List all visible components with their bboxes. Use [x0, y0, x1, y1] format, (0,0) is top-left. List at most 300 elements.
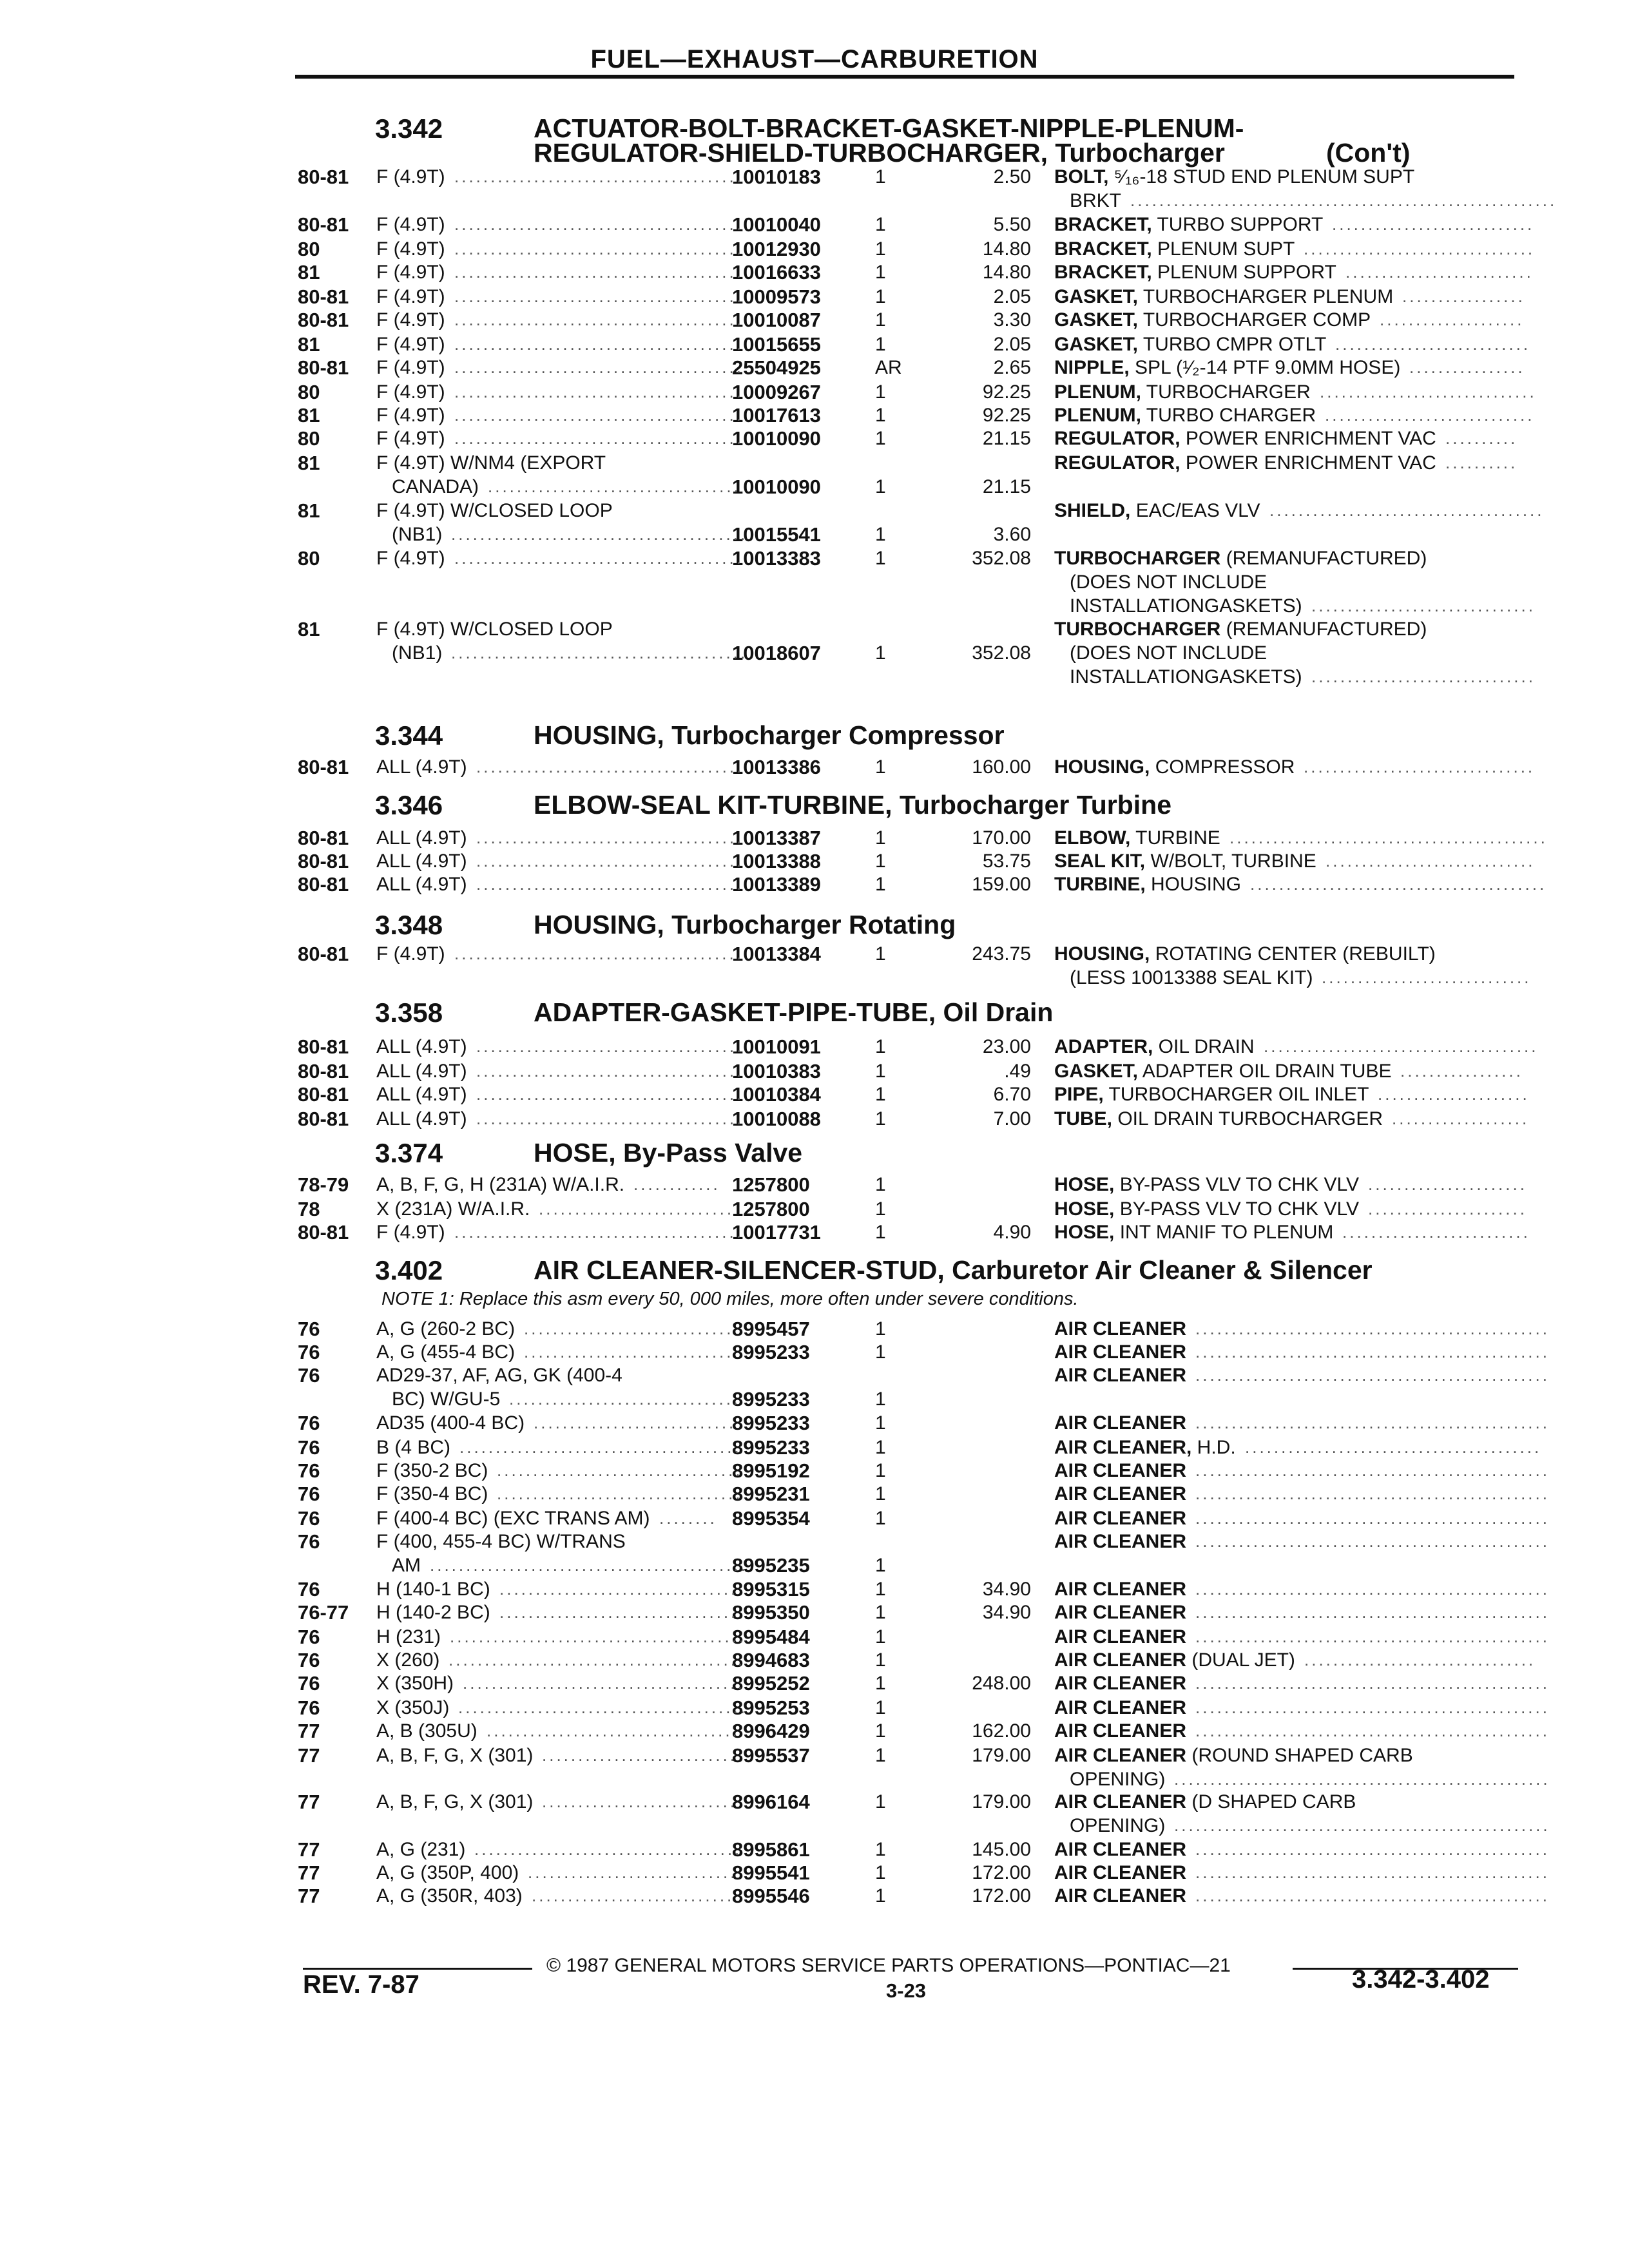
quantity: 1 [875, 405, 886, 426]
leader-dots: ............................. [528, 1863, 738, 1882]
application: F (4.9T) [376, 943, 445, 965]
model-year: 76 [298, 1626, 320, 1648]
leader-dots: ................................ [1304, 239, 1536, 258]
description [1054, 1317, 1186, 1341]
part-row-line [0, 1767, 1629, 1791]
header-rule [295, 75, 1514, 79]
part-number: 8995231 [732, 1483, 810, 1505]
part-row [0, 403, 1629, 427]
application: ALL (4.9T) [376, 1036, 467, 1057]
leader-dots: ................................................. [1195, 1673, 1550, 1693]
description-noun: HOSE, [1054, 1222, 1115, 1243]
model-year: 77 [298, 1720, 320, 1742]
price: 162.00 [972, 1720, 1031, 1742]
part-row [0, 1790, 1629, 1838]
leader-dots: ................................................. [1195, 1627, 1550, 1646]
application: F (4.9T) [376, 286, 445, 307]
part-number: 10010384 [732, 1083, 821, 1106]
part-row-line [0, 1671, 1629, 1695]
part-number: 8996164 [732, 1791, 810, 1813]
price: 159.00 [972, 874, 1031, 895]
application: AM [392, 1555, 421, 1576]
part-row [0, 755, 1629, 779]
part-row-line [0, 570, 1629, 594]
application: A, G (350R, 403) [376, 1885, 523, 1907]
leader-dots: ........................................ [454, 358, 744, 377]
description [1054, 1600, 1186, 1624]
leader-dots: ........................................ [454, 262, 744, 282]
description-noun: ELBOW, [1054, 827, 1131, 849]
part-number: 10017613 [732, 404, 821, 427]
leader-dots: ................................................. [1195, 1532, 1550, 1551]
part-row [0, 1696, 1629, 1720]
part-row-line [0, 427, 1629, 450]
part-number: 10010383 [732, 1060, 821, 1082]
application: H (231) [376, 1626, 441, 1648]
description [1054, 380, 1311, 404]
description [1054, 1506, 1186, 1530]
description [1054, 1744, 1413, 1767]
application: AD29-37, AF, AG, GK (400-4 [376, 1365, 622, 1386]
quantity: 1 [875, 1437, 886, 1458]
description [1054, 1340, 1186, 1364]
leader-dots: ............................ [534, 1413, 737, 1432]
quantity: 1 [875, 214, 886, 235]
description-noun: BRACKET, [1054, 262, 1152, 283]
model-year: 80 [298, 381, 320, 403]
description-noun: AIR CLEANER [1054, 1318, 1187, 1340]
part-row-line [0, 1387, 1629, 1411]
price: 21.15 [982, 428, 1031, 449]
part-row-line [0, 260, 1629, 284]
leader-dots: ......................................... [451, 524, 748, 544]
part-row-line [0, 451, 1629, 475]
quantity: 1 [875, 1483, 886, 1504]
part-row-line [0, 1648, 1629, 1672]
leader-dots: ....................................... [463, 1673, 745, 1693]
application: (NB1) [392, 642, 443, 664]
part-row-line [0, 1059, 1629, 1083]
description-noun: AIR CLEANER [1054, 1531, 1187, 1552]
quantity: AR [875, 357, 902, 378]
model-year: 80-81 [298, 285, 349, 308]
description [1054, 356, 1400, 380]
leader-dots: ............................. [524, 1319, 734, 1338]
description [1070, 570, 1267, 594]
quantity: 1 [875, 476, 886, 497]
quantity: 1 [875, 1198, 886, 1220]
leader-dots: ................................................. [1195, 1840, 1550, 1859]
application: A, G (231) [376, 1839, 466, 1860]
part-row [0, 356, 1629, 380]
description [1054, 260, 1336, 284]
quantity: 1 [875, 642, 886, 664]
model-year: 76 [298, 1341, 320, 1363]
part-number: 10013386 [732, 756, 821, 778]
description-text: TURBO CMPR OTLT [1138, 334, 1327, 355]
part-number: 8995233 [732, 1436, 810, 1459]
part-row [0, 1082, 1629, 1106]
part-row [0, 499, 1629, 546]
footer-page-number: 3-23 [886, 1979, 927, 2002]
part-row-line [0, 1530, 1629, 1553]
description [1054, 285, 1393, 309]
part-number: 1257800 [732, 1173, 810, 1196]
leader-dots: ............................................ [1229, 828, 1548, 847]
description-noun: HOUSING, [1054, 756, 1150, 778]
description [1054, 1173, 1359, 1196]
leader-dots: ................. [1400, 1061, 1523, 1081]
description [1054, 1648, 1295, 1672]
description-text: (DUAL JET) [1186, 1649, 1295, 1671]
quantity: 1 [875, 1602, 886, 1623]
part-number: 8996429 [732, 1720, 810, 1742]
application: F (4.9T) [376, 357, 445, 378]
part-row-line [0, 966, 1629, 990]
leader-dots: .......... [1445, 428, 1518, 448]
leader-dots: ........................................ [454, 1222, 744, 1242]
part-row [0, 1530, 1629, 1577]
description [1054, 1482, 1186, 1506]
leader-dots: .................... [1380, 310, 1525, 329]
quantity: 1 [875, 850, 886, 872]
price: 352.08 [972, 642, 1031, 664]
leader-dots: ............................ [1332, 215, 1535, 234]
description-text: TURBO SUPPORT [1152, 214, 1324, 235]
section-title-line-2: REGULATOR-SHIELD-TURBOCHARGER, Turbocharger [534, 138, 1225, 168]
part-row-line [0, 1744, 1629, 1767]
description-text: TURBOCHARGER PLENUM [1138, 286, 1394, 307]
section-number: 3.402 [375, 1255, 443, 1285]
quantity: 1 [875, 1862, 886, 1883]
description-noun: SHIELD, [1054, 500, 1131, 521]
part-row-line [0, 1459, 1629, 1483]
application: F (4.9T) [376, 309, 445, 331]
model-year: 80-81 [298, 827, 349, 849]
part-row-line [0, 1107, 1629, 1131]
quantity: 1 [875, 1318, 886, 1340]
model-year: 77 [298, 1861, 320, 1884]
application: A, G (260-2 BC) [376, 1318, 516, 1340]
price: 34.90 [982, 1579, 1031, 1600]
part-row [0, 1884, 1629, 1908]
page-header-title: FUEL—EXHAUST—CARBURETION [590, 45, 1039, 73]
description [1054, 755, 1295, 779]
part-number: 10010090 [732, 427, 821, 450]
part-row-line [0, 165, 1629, 189]
price: 2.65 [993, 357, 1031, 378]
leader-dots: ............................ [532, 1886, 735, 1905]
part-row-line [0, 1411, 1629, 1435]
quantity: 1 [875, 309, 886, 331]
section-number: 3.374 [375, 1138, 443, 1168]
quantity: 1 [875, 166, 886, 187]
part-number: 8995484 [732, 1626, 810, 1648]
leader-dots: ..................................... [476, 1037, 744, 1056]
price: 14.80 [982, 262, 1031, 283]
description-text: OIL DRAIN TURBOCHARGER [1112, 1108, 1383, 1129]
description-noun: GASKET, [1054, 1061, 1139, 1082]
quantity: 1 [875, 756, 886, 778]
description-text: TURBINE [1130, 827, 1220, 849]
part-number: 10010183 [732, 166, 821, 188]
part-row-line [0, 1696, 1629, 1720]
part-row-line [0, 594, 1629, 618]
leader-dots: .................................................... [1174, 1769, 1550, 1789]
part-number: 8995315 [732, 1578, 810, 1600]
part-row-line [0, 1482, 1629, 1506]
part-number: 8994683 [732, 1649, 810, 1671]
part-row [0, 546, 1629, 618]
part-row [0, 1577, 1629, 1601]
part-row [0, 1317, 1629, 1341]
part-row-line [0, 1625, 1629, 1649]
application: CANADA) [392, 476, 479, 497]
description-text: ROTATING CENTER (REBUILT) [1150, 943, 1436, 965]
description [1054, 1671, 1186, 1695]
section-number: 3.346 [375, 790, 443, 820]
part-number: 8995537 [732, 1744, 810, 1767]
description [1054, 1107, 1383, 1131]
section-number: 3.348 [375, 910, 443, 940]
application: F (4.9T) W/CLOSED LOOP [376, 500, 613, 521]
model-year: 80-81 [298, 1083, 349, 1106]
description-text: (DOES NOT INCLUDE [1070, 572, 1268, 593]
price: 2.05 [993, 286, 1031, 307]
leader-dots: ........................................ [454, 167, 744, 186]
description-noun: REGULATOR, [1054, 452, 1181, 474]
model-year: 80-81 [298, 873, 349, 896]
quantity: 1 [875, 827, 886, 849]
description-text: (REMANUFACTURED) [1220, 619, 1427, 640]
price: 5.50 [993, 214, 1031, 235]
model-year: 80-81 [298, 166, 349, 188]
price: 6.70 [993, 1084, 1031, 1105]
model-year: 80-81 [298, 1035, 349, 1058]
part-row [0, 1744, 1629, 1791]
leader-dots: ................... [1392, 1109, 1530, 1128]
application: F (400-4 BC) (EXC TRANS AM) [376, 1508, 650, 1529]
leader-dots: ................................................. [1195, 1508, 1550, 1528]
description-text: ⁵⁄₁₆-18 STUD END PLENUM SUPT [1108, 166, 1415, 187]
model-year: 76 [298, 1436, 320, 1459]
model-year: 76 [298, 1672, 320, 1695]
model-year: 76 [298, 1578, 320, 1600]
application: B (4 BC) [376, 1437, 451, 1458]
quantity: 1 [875, 943, 886, 965]
footer-section-range: 3.342-3.402 [1352, 1965, 1490, 1994]
part-number: 10012930 [732, 238, 821, 260]
price: .49 [1004, 1061, 1031, 1082]
part-row [0, 1671, 1629, 1695]
application: ALL (4.9T) [376, 1061, 467, 1082]
price: 4.90 [993, 1222, 1031, 1243]
model-year: 76 [298, 1318, 320, 1340]
leader-dots: ............................. [1322, 968, 1532, 987]
model-year: 76 [298, 1507, 320, 1530]
quantity: 1 [875, 874, 886, 895]
model-year: 78-79 [298, 1173, 349, 1196]
description-noun: ADAPTER, [1054, 1036, 1153, 1057]
description-noun: AIR CLEANER [1054, 1508, 1187, 1529]
description-noun: AIR CLEANER [1054, 1862, 1187, 1883]
part-row [0, 260, 1629, 284]
description [1054, 872, 1241, 896]
part-row [0, 1719, 1629, 1743]
part-number: 10010091 [732, 1035, 821, 1058]
part-row-line [0, 1363, 1629, 1387]
application: A, B, F, G, X (301) [376, 1745, 534, 1766]
part-row [0, 1363, 1629, 1411]
model-year: 80-81 [298, 1108, 349, 1130]
quantity: 1 [875, 1174, 886, 1195]
section-title: HOUSING, Turbocharger Compressor [534, 720, 1005, 750]
part-row-line [0, 356, 1629, 380]
description [1054, 237, 1295, 261]
part-row-line [0, 285, 1629, 309]
price: 248.00 [972, 1673, 1031, 1694]
description-text: ADAPTER OIL DRAIN TUBE [1138, 1061, 1392, 1082]
part-row [0, 237, 1629, 261]
description [1070, 1767, 1165, 1791]
leader-dots: ................................ [509, 1389, 741, 1408]
quantity: 1 [875, 1061, 886, 1082]
model-year: 76-77 [298, 1601, 349, 1624]
description-noun: AIR CLEANER [1054, 1412, 1187, 1434]
price: 172.00 [972, 1885, 1031, 1907]
description [1070, 665, 1302, 689]
leader-dots: ............ [633, 1175, 720, 1194]
description-noun: HOSE, [1054, 1198, 1115, 1220]
part-number: 10013387 [732, 827, 821, 849]
price: 34.90 [982, 1602, 1031, 1623]
leader-dots: ................................................. [1195, 1579, 1550, 1599]
leader-dots: ........................................ [454, 310, 744, 329]
leader-dots: ...................................... [1264, 1037, 1539, 1056]
part-row-line [0, 546, 1629, 570]
model-year: 80-81 [298, 1221, 349, 1244]
description-noun: AIR CLEANER [1054, 1483, 1187, 1504]
application: X (260) [376, 1649, 440, 1671]
model-year: 81 [298, 499, 320, 522]
application: H (140-1 BC) [376, 1579, 490, 1600]
part-number: 10015655 [732, 333, 821, 356]
model-year: 76 [298, 1364, 320, 1387]
application: A, G (350P, 400) [376, 1862, 519, 1883]
leader-dots: ................................................. [1195, 1342, 1550, 1361]
part-row-line [0, 1173, 1629, 1196]
price: 243.75 [972, 943, 1031, 965]
leader-dots: ............................... [1311, 667, 1536, 686]
leader-dots: ........................... [1335, 334, 1531, 354]
leader-dots: ................................ [1304, 757, 1536, 776]
description-noun: TURBOCHARGER [1054, 619, 1221, 640]
description-noun: HOUSING, [1054, 943, 1150, 965]
price: 170.00 [972, 827, 1031, 849]
application: AD35 (400-4 BC) [376, 1412, 525, 1434]
leader-dots: ..................................... [476, 1084, 744, 1104]
price: 160.00 [972, 756, 1031, 778]
quantity: 1 [875, 1720, 886, 1742]
leader-dots: ......................................... [448, 1650, 746, 1669]
part-row-line [0, 1838, 1629, 1861]
leader-dots: ................................... [488, 477, 741, 496]
description-noun: AIR CLEANER [1054, 1839, 1187, 1860]
part-row [0, 1197, 1629, 1221]
model-year: 80 [298, 427, 320, 450]
part-row [0, 308, 1629, 332]
part-number: 8995233 [732, 1341, 810, 1363]
description-noun: SEAL KIT, [1054, 850, 1146, 872]
leader-dots: ........................................ [454, 382, 744, 401]
application: F (350-4 BC) [376, 1483, 488, 1504]
part-number: 8995192 [732, 1459, 810, 1482]
description [1070, 1814, 1165, 1838]
part-row [0, 849, 1629, 873]
part-row-line [0, 1719, 1629, 1743]
model-year: 80-81 [298, 309, 349, 331]
part-row-line [0, 1340, 1629, 1364]
leader-dots: ..................................... [476, 851, 744, 870]
price: 53.75 [982, 850, 1031, 872]
description [1054, 617, 1427, 641]
description [1054, 1625, 1186, 1649]
description [1054, 1459, 1186, 1483]
quantity: 1 [875, 1791, 886, 1812]
quantity: 1 [875, 1222, 886, 1243]
leader-dots: ............................. [1325, 405, 1535, 425]
part-number: 1257800 [732, 1198, 810, 1220]
section-number: 3.342 [375, 113, 443, 144]
description [1054, 451, 1436, 475]
part-row-line [0, 849, 1629, 873]
model-year: 80-81 [298, 213, 349, 236]
description-noun: NIPPLE, [1054, 357, 1130, 378]
part-row-line [0, 499, 1629, 523]
leader-dots: ........................... [542, 1792, 738, 1811]
leader-dots: ........ [659, 1508, 717, 1528]
part-row-line [0, 1035, 1629, 1059]
application: F (400, 455-4 BC) W/TRANS [376, 1531, 626, 1552]
description-text: (ROUND SHAPED CARB [1186, 1745, 1413, 1766]
description [1054, 1363, 1186, 1387]
description-text: OPENING) [1070, 1815, 1166, 1836]
quantity: 1 [875, 1036, 886, 1057]
leader-dots: ........................................ [454, 428, 744, 448]
leader-dots: ................................... [487, 1721, 740, 1740]
part-row [0, 380, 1629, 404]
part-row [0, 213, 1629, 236]
model-year: 76 [298, 1696, 320, 1719]
quantity: 1 [875, 1341, 886, 1363]
leader-dots: .......................... [1345, 262, 1534, 282]
description-text: BRKT [1070, 190, 1122, 211]
price: 3.60 [993, 524, 1031, 545]
part-row-line [0, 1082, 1629, 1106]
model-year: 76 [298, 1530, 320, 1553]
description-noun: GASKET, [1054, 309, 1139, 331]
model-year: 81 [298, 404, 320, 427]
model-year: 80 [298, 238, 320, 260]
part-row [0, 451, 1629, 499]
description-text: W/BOLT, TURBINE [1145, 850, 1316, 872]
description [1054, 332, 1326, 356]
application: (NB1) [392, 524, 443, 545]
description [1054, 308, 1371, 332]
part-number: 8995861 [732, 1838, 810, 1861]
section-title: ELBOW-SEAL KIT-TURBINE, Turbocharger Turbine [534, 790, 1172, 820]
leader-dots: ..................................... [476, 757, 744, 776]
